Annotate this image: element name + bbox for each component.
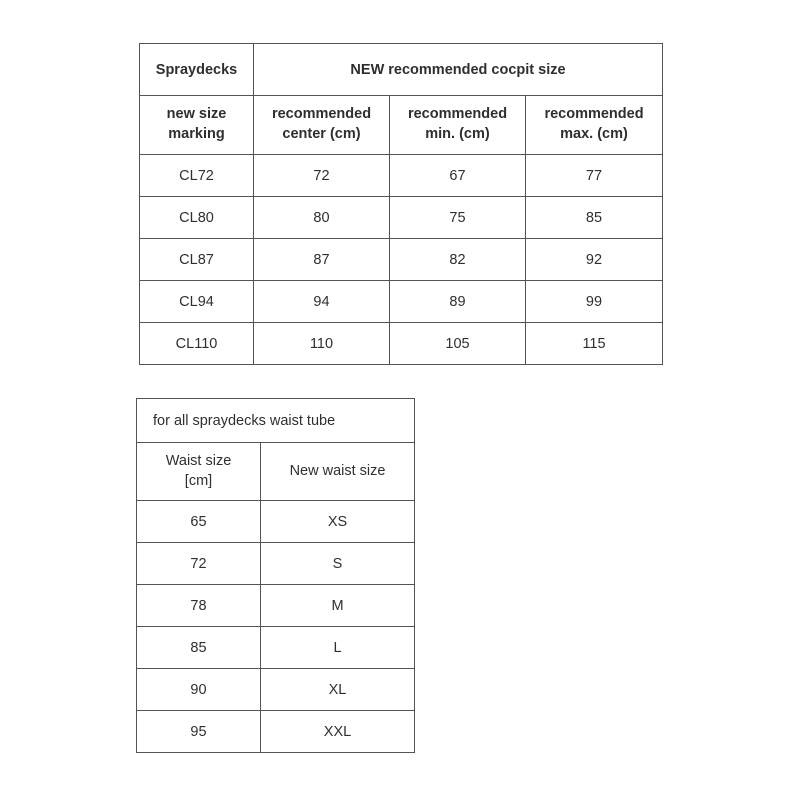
cell-center: 94: [254, 281, 390, 323]
cell-marking: CL94: [140, 281, 254, 323]
cell-waist-label: XXL: [261, 711, 415, 753]
cell-marking: CL87: [140, 239, 254, 281]
waist-table-title: for all spraydecks waist tube: [137, 399, 415, 443]
cockpit-column-min: [390, 96, 526, 155]
table-row: [137, 627, 415, 669]
cockpit-table-subheader-row: [140, 96, 663, 155]
table-row: [137, 711, 415, 753]
cell-waist-label: M: [261, 585, 415, 627]
cell-waist-size: 65: [137, 501, 261, 543]
cockpit-column-max-line1: recommended: [544, 106, 644, 123]
cockpit-column-center-line2: center (cm): [282, 126, 361, 142]
cell-center: 80: [254, 197, 390, 239]
cell-max: 85: [526, 197, 663, 239]
table-row: [140, 197, 663, 239]
waist-table-header-row: [137, 443, 415, 501]
cell-max: 99: [526, 281, 663, 323]
cell-max: 92: [526, 239, 663, 281]
cockpit-column-max: [526, 96, 663, 155]
cell-waist-label: S: [261, 543, 415, 585]
cell-min: 105: [390, 323, 526, 365]
cell-waist-label: XL: [261, 669, 415, 711]
cell-min: 75: [390, 197, 526, 239]
cell-waist-size: 72: [137, 543, 261, 585]
table-row: [140, 155, 663, 197]
cell-min: 82: [390, 239, 526, 281]
waist-table-title-row: [137, 399, 415, 443]
cockpit-column-center: [254, 96, 390, 155]
cockpit-header-spraydecks: Spraydecks: [140, 44, 254, 96]
cockpit-column-marking-line2: marking: [168, 126, 225, 142]
waist-column-new-size: New waist size: [261, 443, 415, 501]
cockpit-size-table: [139, 43, 663, 365]
cell-max: 115: [526, 323, 663, 365]
cell-min: 67: [390, 155, 526, 197]
cell-waist-label: XS: [261, 501, 415, 543]
waist-column-size-line2: [cm]: [184, 472, 213, 489]
cell-waist-size: 85: [137, 627, 261, 669]
table-row: [137, 501, 415, 543]
table-row: [137, 585, 415, 627]
cell-max: 77: [526, 155, 663, 197]
cell-center: 110: [254, 323, 390, 365]
cockpit-table-header-row: [140, 44, 663, 96]
cockpit-column-min-line1: recommended: [407, 106, 508, 123]
cockpit-column-min-line2: min. (cm): [425, 126, 490, 142]
table-row: [140, 323, 663, 365]
cockpit-column-max-line2: max. (cm): [560, 126, 628, 142]
cockpit-column-marking: [140, 96, 254, 155]
waist-size-table: [136, 398, 415, 753]
table-row: [137, 669, 415, 711]
cell-marking: CL110: [140, 323, 254, 365]
cell-waist-size: 95: [137, 711, 261, 753]
cell-center: 72: [254, 155, 390, 197]
waist-column-size-line1: Waist size: [165, 452, 232, 469]
cell-waist-size: 90: [137, 669, 261, 711]
cell-marking: CL72: [140, 155, 254, 197]
waist-column-size: [137, 443, 261, 501]
table-row: [137, 543, 415, 585]
table-row: [140, 281, 663, 323]
cell-center: 87: [254, 239, 390, 281]
cell-marking: CL80: [140, 197, 254, 239]
cell-waist-label: L: [261, 627, 415, 669]
table-row: [140, 239, 663, 281]
cockpit-header-recommended: NEW recommended cocpit size: [254, 44, 663, 96]
cell-min: 89: [390, 281, 526, 323]
cell-waist-size: 78: [137, 585, 261, 627]
cockpit-column-center-line1: recommended: [271, 106, 372, 123]
cockpit-column-marking-line1: new size: [166, 106, 227, 123]
